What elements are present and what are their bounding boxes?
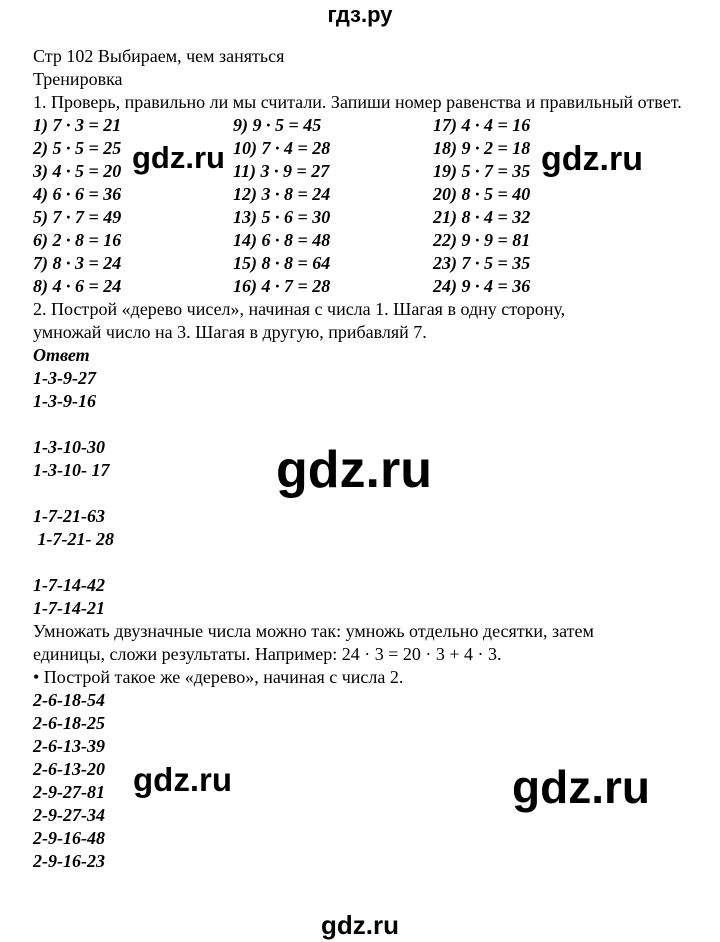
equation: 12) 3 · 8 = 24 <box>233 184 331 204</box>
tree-branch: 1-7-21-63 <box>33 506 105 526</box>
equation: 14) 6 · 8 = 48 <box>233 230 331 250</box>
tree-branch: 1-7-14-21 <box>33 598 105 618</box>
equation: 22) 9 · 9 = 81 <box>433 230 531 250</box>
equation: 20) 8 · 5 = 40 <box>433 184 531 204</box>
task1-text: 1. Проверь, правильно ли мы считали. Запиши номер равенства и правильный ответ. <box>33 92 682 112</box>
equation: 1) 7 · 3 = 21 <box>33 115 122 135</box>
equation: 23) 7 · 5 = 35 <box>433 253 531 273</box>
note-line2: единицы, сложи результаты. Например: 24 · 3 = 20 · 3 + 4 · 3. <box>33 644 502 664</box>
equation: 18) 9 · 2 = 18 <box>433 138 531 158</box>
spacer <box>33 413 703 436</box>
equation: 15) 8 · 8 = 64 <box>233 253 331 273</box>
tree-branch: 2-9-16-48 <box>33 828 105 848</box>
equation: 6) 2 · 8 = 16 <box>33 230 122 250</box>
equation: 13) 5 · 6 = 30 <box>233 207 331 227</box>
equation: 5) 7 · 7 = 49 <box>33 207 122 227</box>
equation: 2) 5 · 5 = 25 <box>33 138 122 158</box>
spacer <box>33 551 703 574</box>
equation: 8) 4 · 6 = 24 <box>33 276 122 296</box>
tree-branch: 1-3-10-30 <box>33 437 105 457</box>
task2-text-line2: умножай число на 3. Шагая в другую, прибавляй 7. <box>33 322 427 342</box>
equation: 10) 7 · 4 = 28 <box>233 138 331 158</box>
site-header: гдз.ру <box>327 2 393 27</box>
equation: 21) 8 · 4 = 32 <box>433 207 531 227</box>
equation: 3) 4 · 5 = 20 <box>33 161 122 181</box>
site-footer: gdz.ru <box>321 910 399 940</box>
tree-branch: 1-7-14-42 <box>33 575 105 595</box>
equation: 7) 8 · 3 = 24 <box>33 253 122 273</box>
note-line1: Умножать двузначные числа можно так: умножь отдельно десятки, затем <box>33 621 594 641</box>
equation: 17) 4 · 4 = 16 <box>433 115 531 135</box>
section-title: Тренировка <box>33 69 123 89</box>
tree-branch: 2-6-18-25 <box>33 713 105 733</box>
equation: 24) 9 · 4 = 36 <box>433 276 531 296</box>
tree-branch: 2-6-18-54 <box>33 690 105 710</box>
watermark: gdz.ru <box>512 761 650 813</box>
tree-branch: 2-9-27-81 <box>33 782 105 802</box>
tree-branch: 1-7-21- 28 <box>33 529 114 549</box>
answer-label: Ответ <box>33 345 90 365</box>
watermark: gdz.ru <box>276 441 432 499</box>
tree-branch: 2-6-13-20 <box>33 759 105 779</box>
equation: 19) 5 · 7 = 35 <box>433 161 531 181</box>
equation: 4) 6 · 6 = 36 <box>33 184 122 204</box>
equation: 11) 3 · 9 = 27 <box>233 161 330 181</box>
equation: 16) 4 · 7 = 28 <box>233 276 331 296</box>
tree-branch: 1-3-10- 17 <box>33 460 110 480</box>
tree-branch: 1-3-9-16 <box>33 391 96 411</box>
page-title: Стр 102 Выбираем, чем заняться <box>33 46 285 66</box>
tree-branch: 2-6-13-39 <box>33 736 105 756</box>
watermark: gdz.ru <box>541 140 643 178</box>
tree-branch: 1-3-9-27 <box>33 368 96 388</box>
task3-text: • Построй такое же «дерево», начиная с числа 2. <box>33 667 404 687</box>
tree-branch: 2-9-27-34 <box>33 805 105 825</box>
tree-branch: 2-9-16-23 <box>33 851 105 871</box>
watermark: gdz.ru <box>132 140 225 175</box>
watermark: gdz.ru <box>133 761 232 798</box>
equation: 9) 9 · 5 = 45 <box>233 115 322 135</box>
task2-text-line1: 2. Построй «дерево чисел», начиная с числа 1. Шагая в одну сторону, <box>33 299 566 319</box>
